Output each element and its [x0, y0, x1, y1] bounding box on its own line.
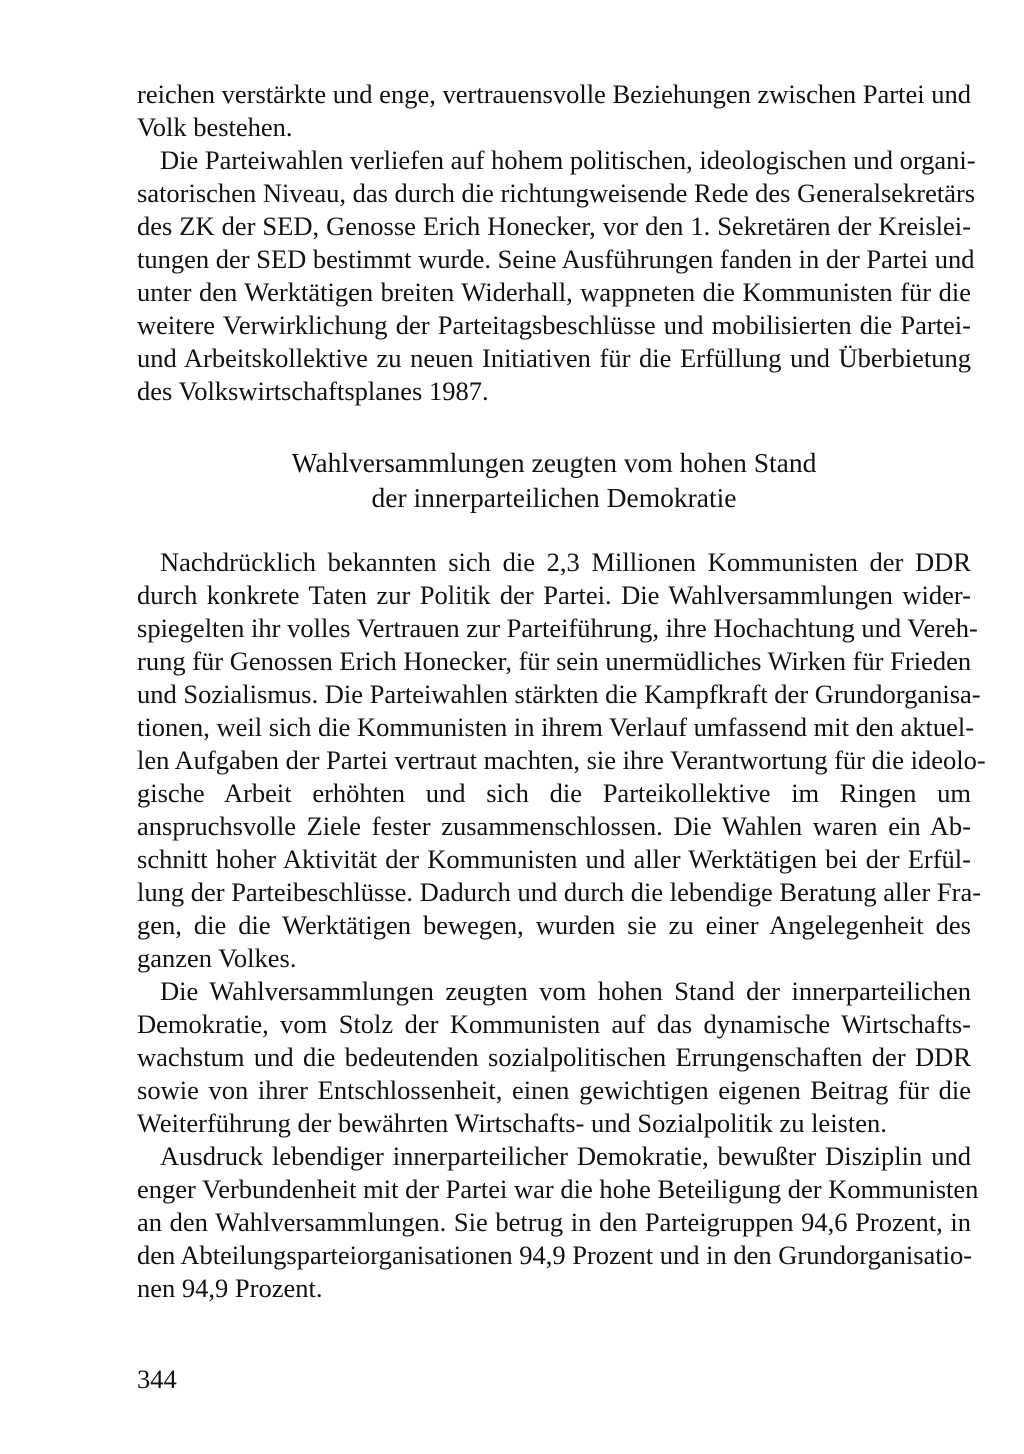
section-heading: Wahlversammlungen zeugten vom hohen Stand — [291, 447, 817, 478]
text-line: spiegelten ihr volles Vertrauen zur Parteiführung, ihre Hochachtung und Vereh- — [137, 613, 978, 643]
text-line: nen 94,9 Prozent. — [137, 1273, 323, 1303]
page-number: 344 — [137, 1364, 177, 1394]
text-line: enger Verbundenheit mit der Partei war die hohe Beteiligung der Kommunisten — [137, 1174, 979, 1204]
text-line: unter den Werktätigen breiten Widerhall, wappneten die Kommunisten für die — [137, 277, 971, 307]
text-line: des Volkswirtschaftsplanes 1987. — [137, 376, 489, 406]
text-line: schnitt hoher Aktivität der Kommunisten und aller Werktätigen bei der Erfül- — [137, 844, 971, 874]
text-line: satorischen Niveau, das durch die richtungweisende Rede des Generalsekretärs — [137, 178, 976, 208]
text-line: Ausdruck lebendiger innerparteilicher Demokratie, bewußter Disziplin und — [160, 1141, 971, 1171]
text-line: rung für Genossen Erich Honecker, für sein unermüdliches Wirken für Frieden — [137, 646, 972, 676]
text-line: durch konkrete Taten zur Politik der Partei. Die Wahlversammlungen wider- — [137, 580, 971, 610]
text-line: gische Arbeit erhöhten und sich die Parteikollektive im Ringen um — [137, 778, 971, 808]
text-line: gen, die die Werktätigen bewegen, wurden sie zu einer Angelegenheit des — [137, 910, 971, 940]
section-heading: der innerparteilichen Demokratie — [371, 482, 737, 513]
text-line: Demokratie, vom Stolz der Kommunisten auf das dynamische Wirtschafts- — [137, 1009, 971, 1039]
text-line: lung der Parteibeschlüsse. Dadurch und durch die lebendige Beratung aller Fra- — [137, 877, 982, 907]
text-line: len Aufgaben der Partei vertraut machten, sie ihre Verantwortung für die ideolo- — [137, 745, 986, 775]
text-line: tionen, weil sich die Kommunisten in ihrem Verlauf umfassend mit den aktuel- — [137, 712, 975, 742]
text-line: tungen der SED bestimmt wurde. Seine Ausführungen fanden in der Partei und — [137, 244, 975, 274]
text-line: an den Wahlversammlungen. Sie betrug in den Parteigruppen 94,6 Prozent, in — [137, 1207, 971, 1237]
text-line: wachstum und die bedeutenden sozialpolitischen Errungenschaften der DDR — [137, 1042, 971, 1072]
text-line: weitere Verwirklichung der Parteitagsbeschlüsse und mobilisierten die Partei- — [137, 310, 971, 340]
text-line: Volk bestehen. — [137, 112, 293, 142]
text-line: des ZK der SED, Genosse Erich Honecker, vor den 1. Sekretären der Kreislei- — [137, 211, 971, 241]
text-line: ganzen Volkes. — [137, 943, 297, 973]
text-line: den Abteilungsparteiorganisationen 94,9 Prozent und in den Grundorganisatio- — [137, 1240, 973, 1270]
text-line: Nachdrücklich bekannten sich die 2,3 Millionen Kommunisten der DDR — [160, 547, 971, 577]
text-line: Die Parteiwahlen verliefen auf hohem politischen, ideologischen und organi- — [160, 145, 976, 175]
text-line: Die Wahlversammlungen zeugten vom hohen Stand der innerparteilichen — [160, 976, 971, 1006]
text-line: anspruchsvolle Ziele fester zusammenschlossen. Die Wahlen waren ein Ab- — [137, 811, 971, 841]
text-line: reichen verstärkte und enge, vertrauensvolle Beziehungen zwischen Partei und — [137, 79, 971, 109]
text-line: und Arbeitskollektive zu neuen Initiativen für die Erfüllung und Überbietung — [137, 343, 971, 373]
text-line: Weiterführung der bewährten Wirtschafts- und Sozialpolitik zu leisten. — [137, 1108, 887, 1138]
text-line: und Sozialismus. Die Parteiwahlen stärkten die Kampfkraft der Grundorganisa- — [137, 679, 981, 709]
text-line: sowie von ihrer Entschlossenheit, einen gewichtigen eigenen Beitrag für die — [137, 1075, 971, 1105]
